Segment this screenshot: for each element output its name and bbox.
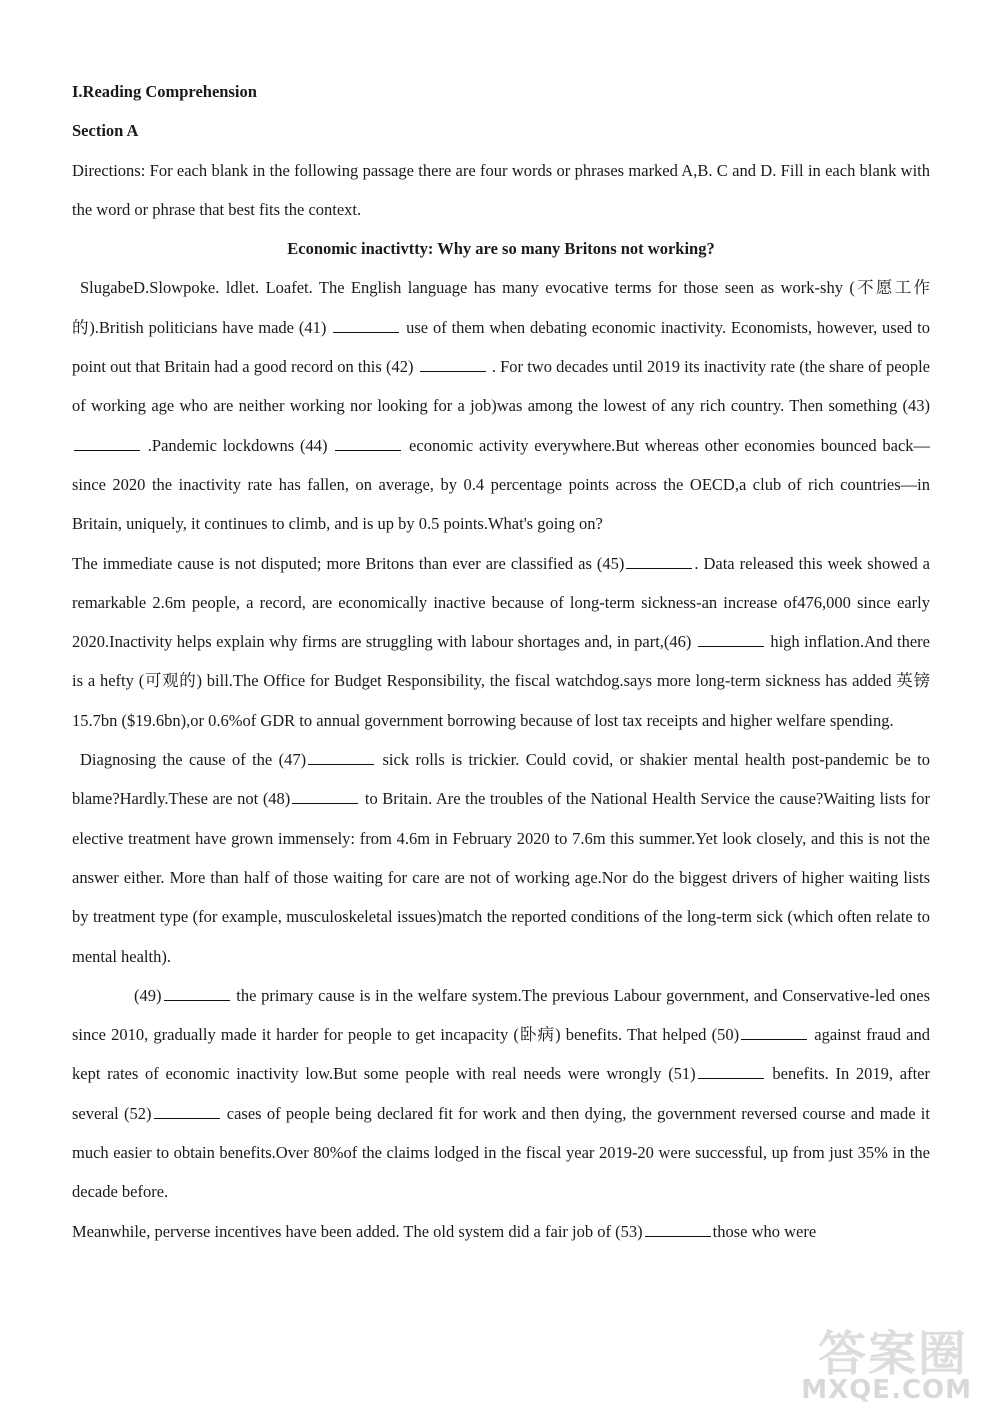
text-run: use of them when debating economic inactivity. Economists, however, used to point out that Britain had a good record on this bbox=[72, 317, 930, 377]
question-number-48: (48) bbox=[262, 789, 291, 809]
passage-title: Economic inactivtty: Why are so many Britons not working? bbox=[287, 239, 715, 259]
text-run: SlugabeD.Slowpoke. ldlet. Loafet. The English language has many evocative terms for those seen as work-shy (不愿工作的).British politicians have made bbox=[72, 278, 930, 337]
text-run: Diagnosing the cause of the bbox=[80, 750, 279, 770]
paragraph-4 bbox=[72, 976, 930, 1212]
question-number-46: (46) bbox=[663, 632, 692, 652]
answer-blank-50[interactable] bbox=[741, 1038, 807, 1040]
text-run: against fraud and kept rates of economic inactivity low.But some people with real needs were wrongly bbox=[72, 1025, 931, 1084]
answer-blank-43[interactable] bbox=[74, 449, 140, 451]
question-number-42: (42) bbox=[385, 357, 414, 377]
answer-blank-48[interactable] bbox=[292, 802, 358, 804]
text-run: those who were bbox=[712, 1221, 817, 1241]
watermark-logo bbox=[762, 1315, 982, 1405]
text-run: high inflation.And there is a hefty (可观的) bill.The Office for Budget Responsibility, the fiscal watchdog.says more long-term sickness has added 英镑 15.7bn ($19.6bn),or 0.6%of GDR to annual government borrowing because of lost tax receipts and higher welfare spending. bbox=[72, 632, 931, 730]
answer-blank-45[interactable] bbox=[626, 567, 692, 569]
answer-blank-49[interactable] bbox=[164, 999, 230, 1001]
answer-blank-51[interactable] bbox=[698, 1077, 764, 1079]
question-number-49: (49) bbox=[134, 985, 162, 1005]
answer-blank-52[interactable] bbox=[154, 1117, 220, 1119]
question-number-43: (43) bbox=[902, 396, 930, 416]
question-number-51: (51) bbox=[668, 1064, 696, 1084]
answer-blank-53[interactable] bbox=[645, 1235, 711, 1237]
directions: Directions: For each blank in the following passage there are four words or phrases marked A,B. C and D. Fill in each blank with the word or phrase that best fits the context. bbox=[72, 160, 930, 219]
answer-blank-47[interactable] bbox=[308, 763, 374, 765]
paragraph-3 bbox=[72, 740, 930, 976]
question-number-50: (50) bbox=[711, 1025, 740, 1045]
text-run: benefits. In 2019, after several bbox=[72, 1064, 930, 1123]
text-run: cases of people being declared fit for work and then dying, the government reversed course and made it much easier to obtain benefits.Over 80%of the claims lodged in the fiscal year 2019-20 were successful, up from just 35% in the decade before. bbox=[72, 1103, 930, 1202]
answer-blank-42[interactable] bbox=[420, 370, 486, 372]
watermark-site-text: MXQE.COM bbox=[801, 1375, 972, 1405]
question-number-45: (45) bbox=[596, 553, 625, 573]
answer-blank-46[interactable] bbox=[698, 645, 764, 647]
text-run: to Britain. Are the troubles of the National Health Service the cause?Waiting lists for elective treatment have grown immensely: from 4.6m in February 2020 to 7.6m this summer.Yet look closely, and this is not the answer either. More than half of those waiting for care are not of working age.Nor do the biggest drivers of higher waiting lists by treatment type (for example, musculoskeletal issues)match the reported conditions of the long-term sick (which often relate to mental health). bbox=[72, 789, 930, 966]
watermark-logo-text: 答案圈 bbox=[817, 1326, 968, 1382]
text-run: .Pandemic lockdowns bbox=[142, 435, 300, 455]
part-heading: I.Reading Comprehension bbox=[72, 82, 257, 101]
question-number-47: (47) bbox=[278, 750, 307, 770]
text-run: . For two decades until 2019 its inactivity rate (the share of people of working age who are neither working nor looking for a job)was among the lowest of any rich country. Then something bbox=[72, 357, 931, 416]
text-run: The immediate cause is not disputed; more Britons than ever are classified as bbox=[72, 553, 597, 573]
document-page bbox=[72, 72, 930, 1251]
question-number-53: (53) bbox=[615, 1221, 643, 1241]
paragraph-1 bbox=[72, 268, 930, 543]
section-heading: Section A bbox=[72, 121, 139, 141]
paragraph-5 bbox=[72, 1212, 930, 1251]
text-run: the primary cause is in the welfare system.The previous Labour government, and Conservative-led ones since 2010, gradually made it harder for people to get incapacity (卧病) benefits. That helped bbox=[72, 985, 930, 1045]
answer-blank-44[interactable] bbox=[335, 449, 401, 451]
question-number-44: (44) bbox=[300, 435, 328, 455]
text-run: . Data released this week showed a remarkable 2.6m people, a record, are economically inactive because of long-term sickness-an increase of476,000 since early 2020.Inactivity helps explain why firms are struggling with labour shortages and, in part, bbox=[72, 553, 931, 652]
text-run: economic activity everywhere.But whereas other economies bounced back—since 2020 the inactivity rate has fallen, on average, by 0.4 percentage points across the OECD,a club of rich countries—in Britain, uniquely, it continues to climb, and is up by 0.5 points.What's going on? bbox=[72, 435, 931, 534]
paragraph-2 bbox=[72, 544, 930, 740]
question-number-52: (52) bbox=[124, 1103, 152, 1123]
answer-blank-41[interactable] bbox=[333, 331, 399, 333]
question-number-41: (41) bbox=[298, 317, 327, 337]
text-run: Meanwhile, perverse incentives have been added. The old system did a fair job of bbox=[72, 1221, 616, 1241]
text-run: sick rolls is trickier. Could covid, or shakier mental health post-pandemic be to blame?Hardly.These are not bbox=[72, 750, 930, 809]
